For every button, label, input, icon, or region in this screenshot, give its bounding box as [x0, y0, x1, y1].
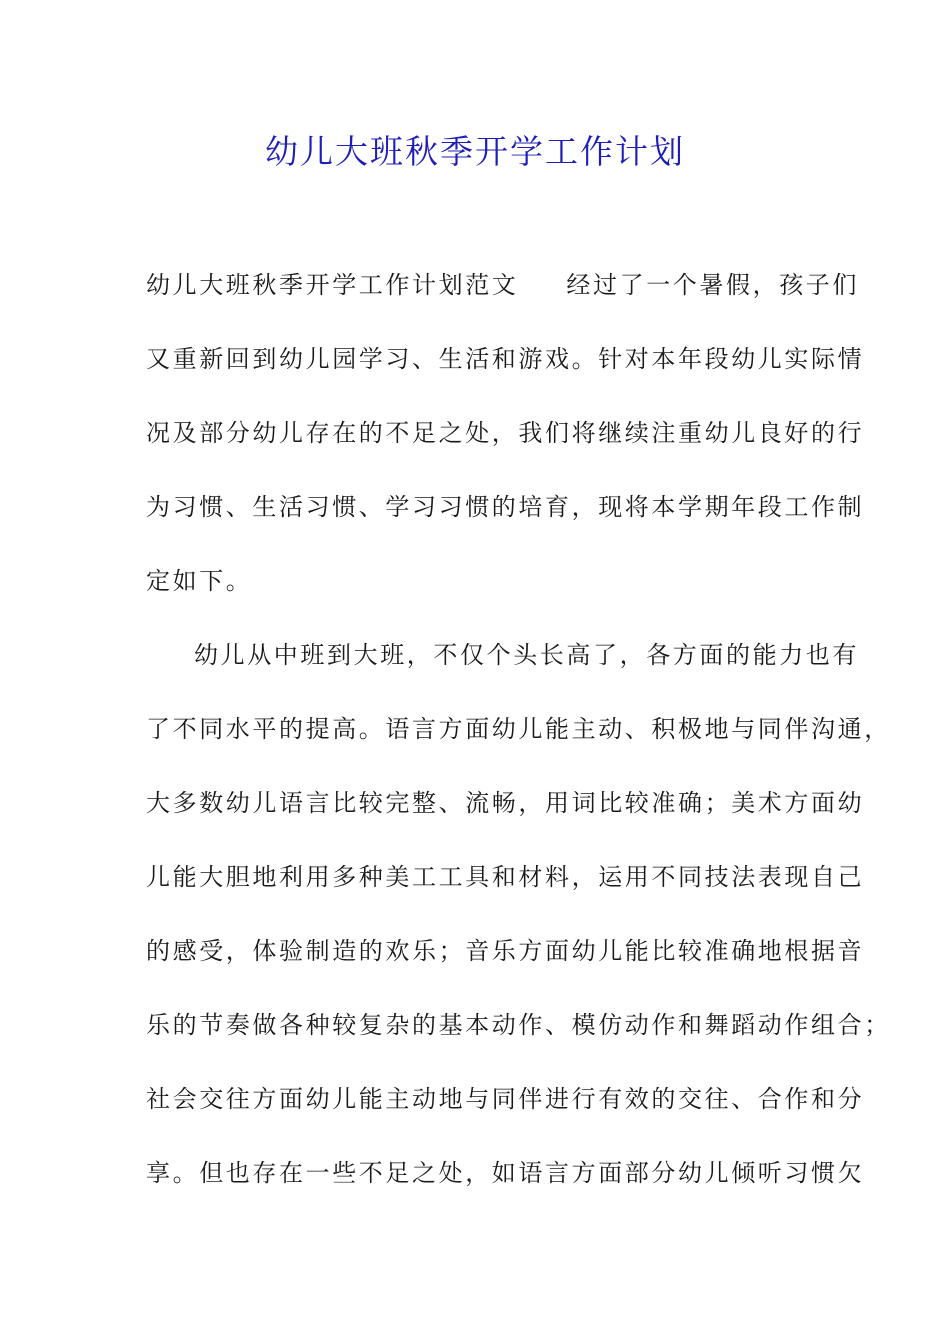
paragraph-1-line-3: 况及部分幼儿存在的不足之处，我们将继续注重幼儿良好的行 — [146, 419, 865, 447]
paragraph-2-line-6: 乐的节奏做各种较复杂的基本动作、模仿动作和舞蹈动作组合； — [146, 1011, 891, 1039]
paragraph-2-line-7: 社会交往方面幼儿能主动地与同伴进行有效的交往、合作和分 — [146, 1085, 865, 1113]
paragraph-1-line-4: 为习惯、生活习惯、学习习惯的培育，现将本学期年段工作制 — [146, 493, 865, 521]
paragraph-1-line-2: 又重新回到幼儿园学习、生活和游戏。针对本年段幼儿实际情 — [146, 345, 865, 373]
paragraph-1-line-1 — [146, 262, 860, 336]
document-title: 幼儿大班秋季开学工作计划 — [265, 132, 685, 171]
paragraph-2-line-1: 幼儿从中班到大班，不仅个头长高了，各方面的能力也有 — [194, 641, 859, 669]
paragraph-1-line-1-text: 幼儿大班秋季开学工作计划范文 — [146, 271, 519, 299]
paragraph-2-line-8: 享。但也存在一些不足之处，如语言方面部分幼儿倾听习惯欠 — [146, 1159, 865, 1187]
paragraph-2-line-2: 了不同水平的提高。语言方面幼儿能主动、积极地与同伴沟通， — [146, 715, 891, 743]
paragraph-2-line-5: 的感受，体验制造的欢乐；音乐方面幼儿能比较准确地根据音 — [146, 937, 865, 965]
paragraph-1-line-1-continuation: 经过了一个暑假，孩子们 — [566, 271, 860, 299]
paragraph-1-line-5: 定如下。 — [146, 567, 253, 595]
document-body — [146, 262, 891, 1224]
paragraph-2-line-3: 大多数幼儿语言比较完整、流畅，用词比较准确；美术方面幼 — [146, 789, 865, 817]
paragraph-2-line-4: 儿能大胆地利用多种美工工具和材料，运用不同技法表现自己 — [146, 863, 865, 891]
